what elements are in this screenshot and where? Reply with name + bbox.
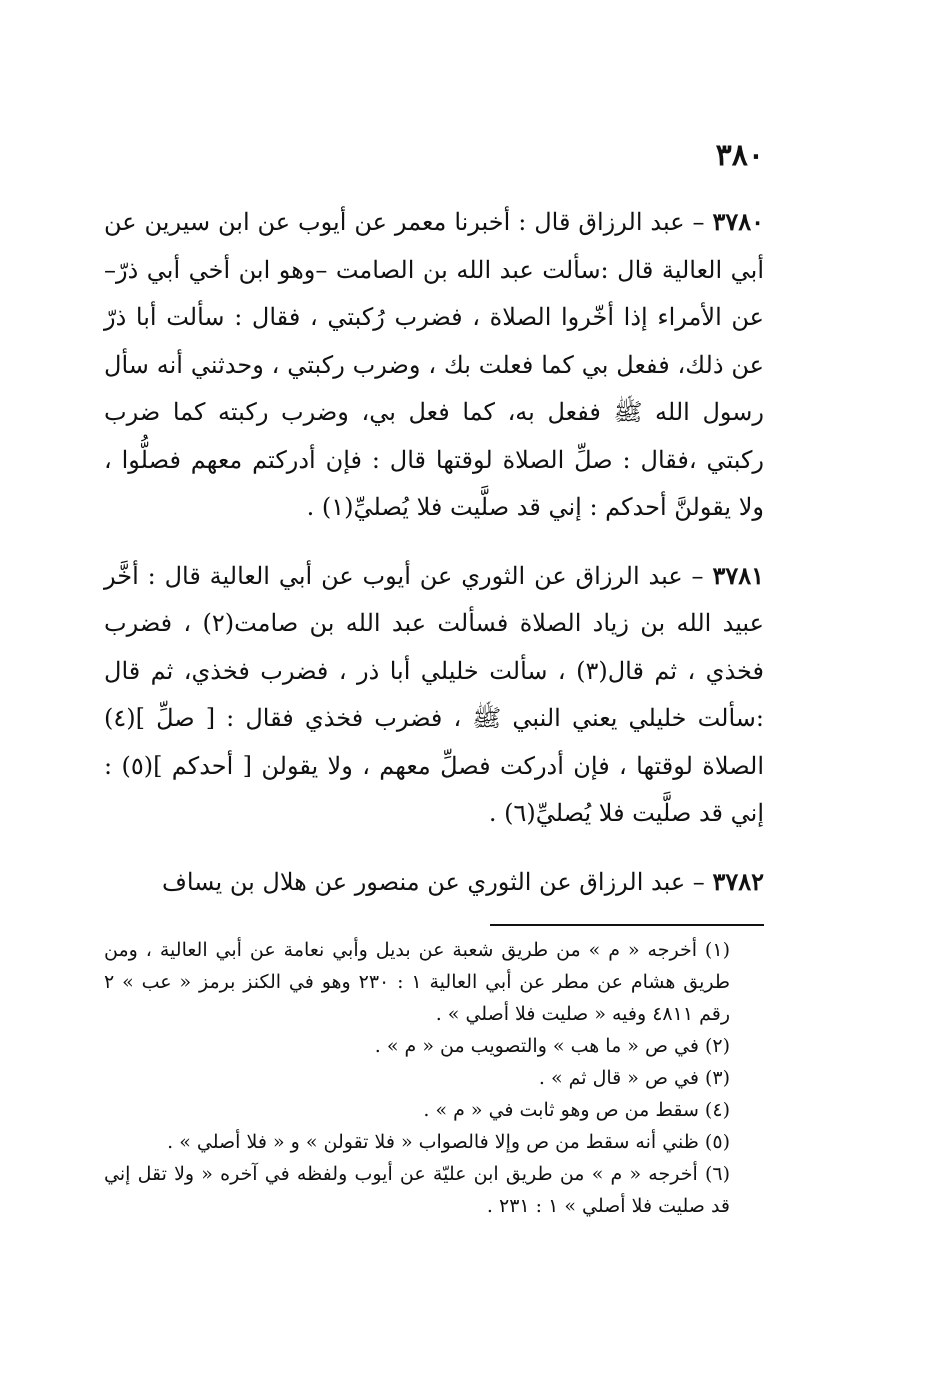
hadith-entry [104, 858, 764, 907]
footnote: (٤) سقط من ص وهو ثابت في « م » . [423, 1099, 730, 1121]
footnote: (٣) في ص « قال ثم » . [538, 1067, 730, 1089]
hadith-text: – عبد الرزاق عن الثوري عن أيوب عن أبي العالية قال : أخَّر عبيد الله بن زياد الصلاة فسألت عبد الله بن صامت(٢) ، فضرب فخذي ، ثم قال(٣) ، سألت خليلي أبا ذر ، فضرب فخذي، ثم قال :سألت خليلي يعني النبي ﷺ ، فضرب فخذي فقال : [ صلِّ ](٤) الصلاة لوقتها ، فإن أدركت فصلِّ معهم ، ولا يقولن [ أحدكم ](٥) : إني قد صلَّيت فلا يُصليِّ(٦) . [104, 561, 765, 827]
footnotes [104, 934, 764, 1222]
hadith-number: ٣٧٨١ [712, 560, 764, 590]
footnote: (١) أخرجه « م » من طريق شعبة عن بديل وأبي نعامة عن أبي العالية ، ومن طريق هشام عن مطر عن أبي العالية ١ : ٢٣٠ وهو في الكنز برمز « عب » ٢ رقم ٤٨١١ وفيه « صليت فلا أصلي » . [104, 939, 730, 1025]
main-text [104, 198, 764, 926]
hadith-number: ٣٧٨٢ [712, 866, 764, 896]
hadith-text: – عبد الرزاق قال : أخبرنا معمر عن أيوب عن ابن سيرين عن أبي العالية قال :سألت عبد الله بن الصامت –وهو ابن أخي أبي ذرّ– عن الأمراء إذا أخّروا الصلاة ، فضرب رُكبتي ، فقال : سألت أبا ذرّ عن ذلك، ففعل بي كما فعلت بك ، وضرب ركبتي ، وحدثني أنه سأل رسول الله ﷺ ففعل به، كما فعل بي، وضرب ركبته كما ضرب ركبتي ،فقال : صلِّ الصلاة لوقتها قال : فإن أدركتم معهم فصلُّوا ، ولا يقولنَّ أحدكم : إني قد صلَّيت فلا يُصليِّ(١) . [104, 208, 764, 521]
footnote-divider [490, 924, 764, 926]
hadith-text: – عبد الرزاق عن الثوري عن منصور عن هلال بن يساف [161, 867, 713, 896]
hadith-entry [104, 552, 764, 838]
footnote: (٦) أخرجه « م » من طريق ابن عليّة عن أيوب ولفظه في آخره « ولا تقل إني قد صليت فلا أصلي » ١ : ٢٣١ . [104, 1163, 730, 1217]
footnote: (٥) ظني أنه سقط من ص وإلا فالصواب « فلا تقولن » و « فلا أصلي » . [167, 1131, 730, 1153]
hadith-entry [104, 198, 764, 532]
footnote: (٢) في ص « ما هب » والتصويب من « م » . [374, 1035, 730, 1057]
page-number: ٣٨٠ [715, 138, 764, 173]
hadith-number: ٣٧٨٠ [712, 207, 764, 236]
